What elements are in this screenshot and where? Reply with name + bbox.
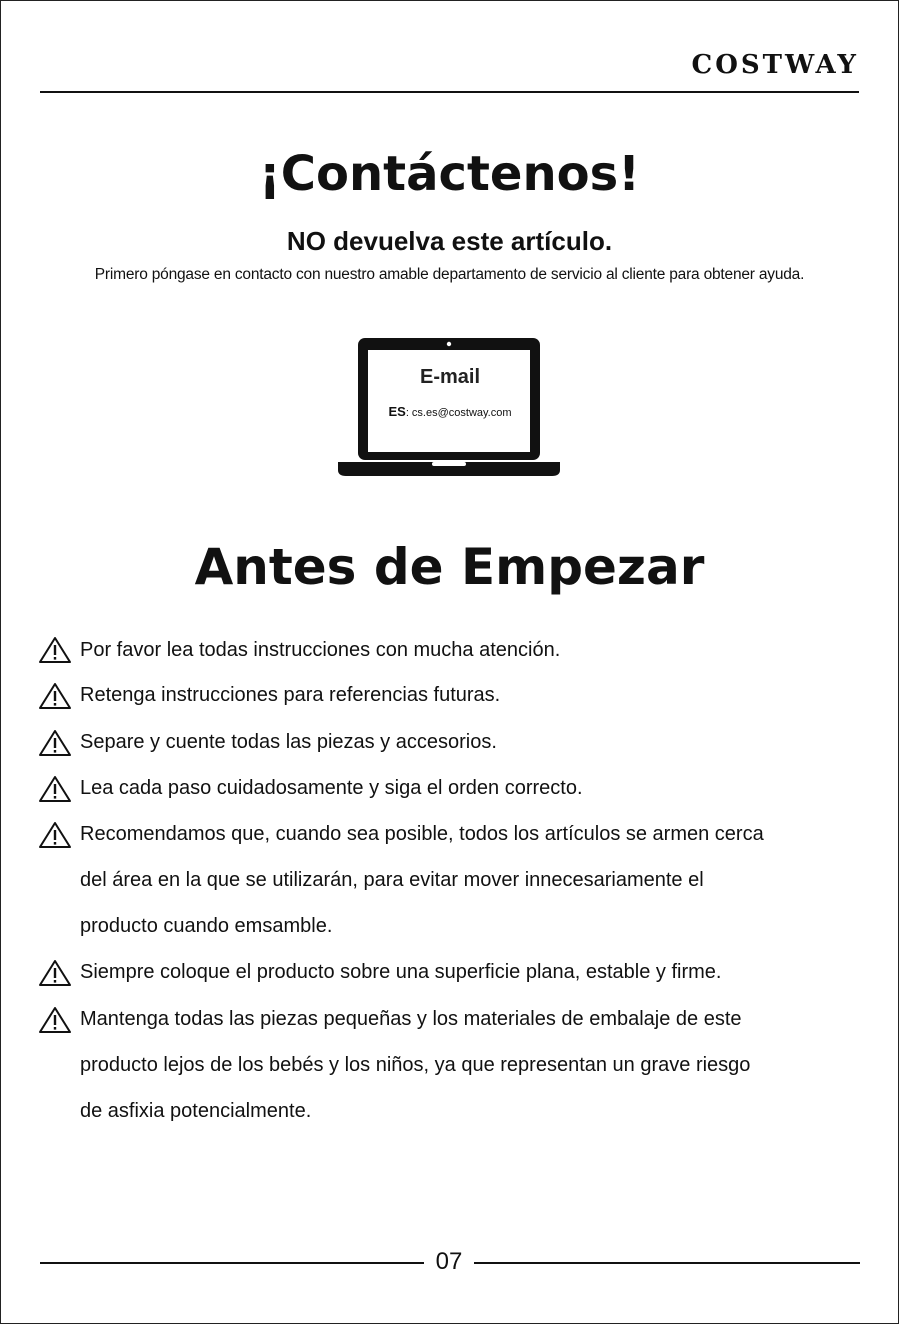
footer-divider-right [474,1262,860,1264]
list-item: Separe y cuente todas las piezas y accesorios. [80,731,497,753]
no-return-notice: NO devuelva este artículo. [286,226,613,256]
list-item-line: Mantenga todas las piezas pequeñas y los materiales de embalaje de este [80,1008,742,1030]
contact-title: ¡Contáctenos! [258,146,641,202]
footer-divider-left [40,1262,424,1264]
warning-triangle-icon [38,729,72,757]
list-item-line: Recomendamos que, cuando sea posible, todos los artículos se armen cerca [80,823,764,845]
header-divider [40,91,859,93]
list-item: Siempre coloque el producto sobre una superficie plana, estable y firme. [80,961,722,983]
list-item [80,811,879,949]
list-item: Lea cada paso cuidadosamente y siga el orden correcto. [80,777,583,799]
email-address-line [365,404,535,419]
list-item: Retenga instrucciones para referencias futuras. [80,684,501,706]
list-item-line: del área en la que se utilizarán, para evitar mover innecesariamente el [80,869,704,891]
brand-logo: COSTWAY [691,50,859,80]
warning-triangle-icon [38,682,72,710]
email-region: ES [388,404,406,419]
list-item-line: producto lejos de los bebés y los niños, ya que representan un grave riesgo [80,1054,751,1076]
email-label: E-mail [419,366,481,388]
warning-triangle-icon [38,1006,72,1034]
list-item [80,996,879,1134]
page-number: 07 [435,1248,463,1275]
list-item: Por favor lea todas instrucciones con mucha atención. [80,639,561,661]
list-item-line: producto cuando emsamble. [80,915,333,937]
warning-triangle-icon [38,775,72,803]
list-item-line: de asfixia potencialmente. [80,1100,312,1122]
warning-triangle-icon [38,636,72,664]
warning-triangle-icon [38,821,72,849]
contact-subtitle: Primero póngase en contacto con nuestro amable departamento de servicio al cliente para obtener ayuda. [94,266,805,283]
warning-triangle-icon [38,959,72,987]
email-address: : cs.es@costway.com [405,407,512,419]
before-starting-title: Antes de Empezar [194,538,705,596]
